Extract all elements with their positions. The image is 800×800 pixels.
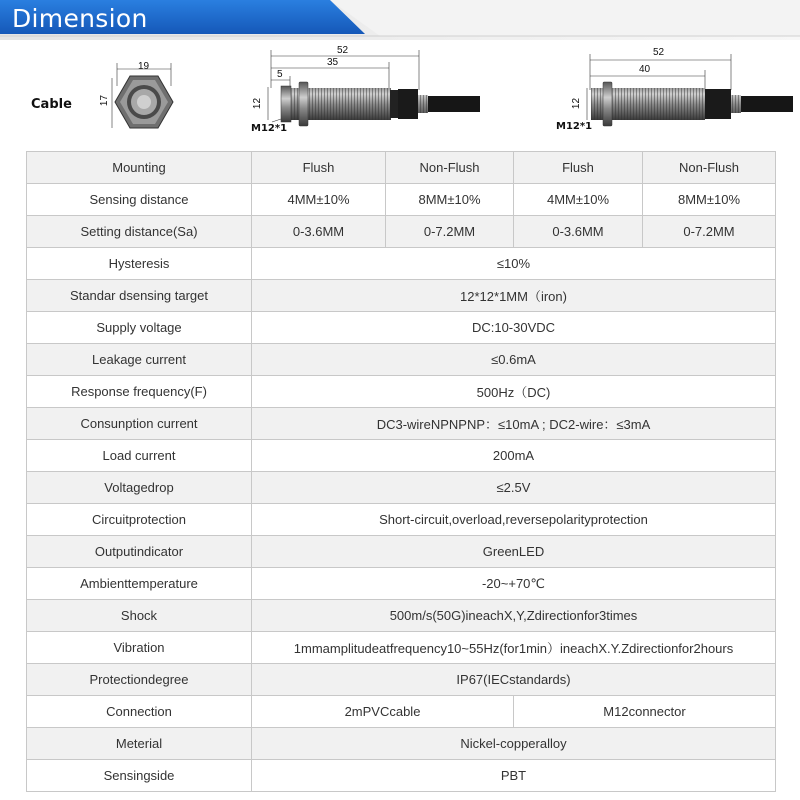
cell: 2mPVCcable xyxy=(252,696,514,728)
cell: 0-3.6MM xyxy=(252,216,386,248)
table-row-connection xyxy=(27,696,776,728)
row-label: Supply voltage xyxy=(27,312,252,344)
flush-total-length-label: 52 xyxy=(337,45,349,56)
table-row xyxy=(27,536,776,568)
table-row xyxy=(27,664,776,696)
cell: 8MM±10% xyxy=(386,184,514,216)
row-label: Ambienttemperature xyxy=(27,568,252,600)
row-label: Response frequency(F) xyxy=(27,376,252,408)
table-row xyxy=(27,312,776,344)
nonflush-body-length-label: 40 xyxy=(639,64,651,75)
row-label: Consunption current xyxy=(27,408,252,440)
row-label: Connection xyxy=(27,696,252,728)
table-row xyxy=(27,408,776,440)
flush-diameter-label: 12 xyxy=(252,97,264,110)
cell: Short-circuit,overload,reversepolarityprotection xyxy=(252,504,776,536)
flush-body-length-label: 35 xyxy=(327,57,339,68)
cell: 200mA xyxy=(252,440,776,472)
table-row xyxy=(27,472,776,504)
cell: ≤0.6mA xyxy=(252,344,776,376)
cell: Non-Flush xyxy=(643,152,776,184)
table-row-sensing-distance xyxy=(27,184,776,216)
table-row xyxy=(27,248,776,280)
row-label: Sensingside xyxy=(27,760,252,792)
row-label: Standar dsensing target xyxy=(27,280,252,312)
cell: M12connector xyxy=(514,696,776,728)
row-label: Mounting xyxy=(27,152,252,184)
row-label: Load current xyxy=(27,440,252,472)
table-row xyxy=(27,280,776,312)
cell: DC3-wireNPNPNP：≤10mA ; DC2-wire：≤3mA xyxy=(252,408,776,440)
nonflush-thread-label: M12*1 xyxy=(556,121,593,132)
nonflush-diameter-label: 12 xyxy=(571,97,583,110)
row-label: Setting distance(Sa) xyxy=(27,216,252,248)
hex-nut-view xyxy=(112,63,173,128)
cell: 1mmamplitudeatfrequency10~55Hz(for1min）ineachX.Y.Zdirectionfor2hours xyxy=(252,632,776,664)
cell: Nickel-copperalloy xyxy=(252,728,776,760)
cell: 0-3.6MM xyxy=(514,216,643,248)
cell: Flush xyxy=(252,152,386,184)
table-row xyxy=(27,440,776,472)
cell: DC:10-30VDC xyxy=(252,312,776,344)
row-label: Voltagedrop xyxy=(27,472,252,504)
cell: 500m/s(50G)ineachX,Y,Zdirectionfor3times xyxy=(252,600,776,632)
cell: 500Hz（DC) xyxy=(252,376,776,408)
cell: ≤10% xyxy=(252,248,776,280)
row-label: Outputindicator xyxy=(27,536,252,568)
row-label: Protectiondegree xyxy=(27,664,252,696)
table-row xyxy=(27,760,776,792)
cell: GreenLED xyxy=(252,536,776,568)
cell: IP67(IECstandards) xyxy=(252,664,776,696)
nonflush-total-length-label: 52 xyxy=(653,47,665,58)
row-label: Meterial xyxy=(27,728,252,760)
row-label: Vibration xyxy=(27,632,252,664)
hex-width-label: 19 xyxy=(138,61,150,72)
spec-table xyxy=(26,151,776,792)
row-label: Hysteresis xyxy=(27,248,252,280)
flush-head-length-label: 5 xyxy=(277,69,283,80)
cell: Non-Flush xyxy=(386,152,514,184)
table-row xyxy=(27,728,776,760)
sensor-nonflush-view xyxy=(587,54,793,126)
flush-thread-label: M12*1 xyxy=(251,123,288,134)
cell: 4MM±10% xyxy=(514,184,643,216)
cable-label: Cable xyxy=(31,97,72,112)
hex-height-label: 17 xyxy=(99,94,111,107)
dimension-drawing xyxy=(0,0,800,150)
cell: 0-7.2MM xyxy=(386,216,514,248)
table-row xyxy=(27,376,776,408)
row-label: Shock xyxy=(27,600,252,632)
cell: 12*12*1MM（iron) xyxy=(252,280,776,312)
table-row xyxy=(27,632,776,664)
table-row-mounting xyxy=(27,152,776,184)
cell: 8MM±10% xyxy=(643,184,776,216)
page-title: Dimension xyxy=(12,4,148,33)
table-row xyxy=(27,344,776,376)
cell: -20~+70℃ xyxy=(252,568,776,600)
cell: 4MM±10% xyxy=(252,184,386,216)
table-row xyxy=(27,568,776,600)
row-label: Sensing distance xyxy=(27,184,252,216)
row-label: Leakage current xyxy=(27,344,252,376)
table-row xyxy=(27,504,776,536)
table-row xyxy=(27,600,776,632)
cell: ≤2.5V xyxy=(252,472,776,504)
cell: 0-7.2MM xyxy=(643,216,776,248)
cell: Flush xyxy=(514,152,643,184)
row-label: Circuitprotection xyxy=(27,504,252,536)
sensor-flush-view xyxy=(268,50,480,126)
cell: PBT xyxy=(252,760,776,792)
table-row-setting-distance xyxy=(27,216,776,248)
